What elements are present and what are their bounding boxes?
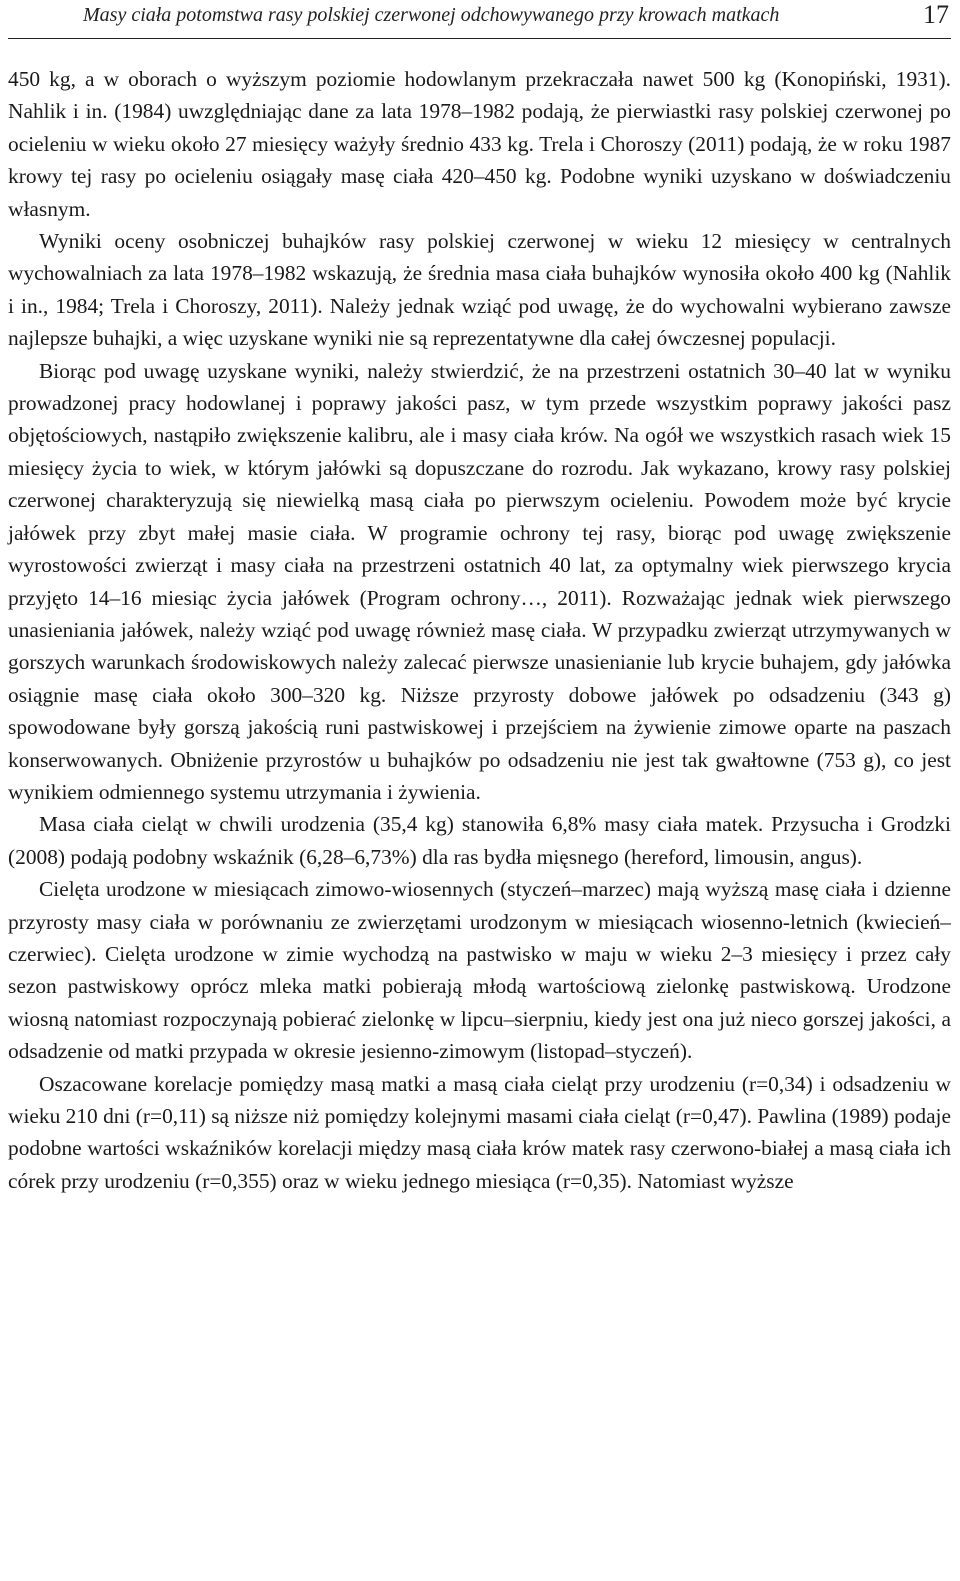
paragraph-bull-calves: Wyniki oceny osobniczej buhajków rasy polskiej czerwonej w wieku 12 miesięcy w centralnych wychowalniach za lata 1978–1982 wskazują, że średnia masa ciała buhajków wynosiła około 400 kg (Nahlik i in., 1984; Trela i Choroszy, 2011). Należy jednak wziąć pod uwagę, że do wychowalni wybierano zawsze najlepsze buhajki, a więc uzyskane wyniki nie są reprezentatywne dla całej ówczesnej populacji. [8, 229, 951, 351]
paragraph-discussion: Biorąc pod uwagę uzyskane wyniki, należy stwierdzić, że na przestrzeni ostatnich 30–40 lat w wyniku prowadzonej pracy hodowlanej i poprawy jakości pasz, w tym przede wszystkim poprawy jakości pasz objętościowych, nastąpiło zwiększenie kalibru, ale i masy ciała krów. Na ogół we wszystkich rasach wiek 15 miesięcy życia to wiek, w którym jałówki są dopuszczane do rozrodu. Jak wykazano, krowy rasy polskiej czerwonej charakteryzują się niewielką masą ciała po pierwszym ocieleniu. Powodem może być krycie jałówek przy zbyt małej masie ciała. W programie ochrony tej rasy, biorąc pod uwagę zwiększenie wyrostowości zwierząt i masy ciała na przestrzeni ostatnich 40 lat, za optymalny wiek pierwszego krycia przyjęto 14–16 miesiąc życia jałówek (Program ochrony…, 2011). Rozważając jednak wiek pierwszego unasieniania jałówek, należy wziąć pod uwagę również masę ciała. W przypadku zwierząt utrzymywanych w gorszych warunkach środowiskowych należy zalecać pierwsze unasienianie lub krycie buhajem, gdy jałówka osiągnie masę ciała około 300–320 kg. Niższe przyrosty dobowe jałówek po odsadzeniu (343 g) spowodowane były gorszą jakością runi pastwiskowej i przejściem na żywienie zimowe oparte na paszach konserwowanych. Obniżenie przyrostów u buhajków po odsadzeniu nie jest tak gwałtowne (753 g), co jest wynikiem odmiennego systemu utrzymania i żywienia. [8, 358, 951, 804]
paragraph-correlations: Oszacowane korelacje pomiędzy masą matki a masą ciała cieląt przy urodzeniu (r=0,34) i odsadzeniu w wieku 210 dni (r=0,11) są niższe niż pomiędzy kolejnymi masami ciała cieląt (r=0,47). Pawlina (1989) podaje podobne wartości wskaźników korelacji między masą ciała krów matek rasy czerwono-białej a masą ciała ich córek przy urodzeniu (r=0,355) oraz w wieku jednego miesiąca (r=0,35). Natomiast wyższe [8, 1071, 951, 1193]
paragraph-birth-weight: Masa ciała cieląt w chwili urodzenia (35,4 kg) stanowiła 6,8% masy ciała matek. Przysucha i Grodzki (2008) podają podobny wskaźnik (6,28–6,73%) dla ras bydła mięsnego (hereford, limousin, angus). [8, 812, 951, 869]
body-text [8, 63, 951, 1197]
running-header-title: Masy ciała potomstwa rasy polskiej czerwonej odchowywanego przy krowach matkach [83, 4, 780, 26]
paragraph-season-of-birth: Cielęta urodzone w miesiącach zimowo-wiosennych (styczeń–marzec) mają wyższą masę ciała i dzienne przyrosty masy ciała w porównaniu ze zwierzętami urodzonym w miesiącach wiosenno-letnich (kwiecień–czerwiec). Cielęta urodzone w zimie wychodzą na pastwisko w maju w wieku 2–3 miesięcy i przez cały sezon pastwiskowy oprócz mleka matki pobierają młodą wartościową zielonkę pastwiskową. Urodzone wiosną natomiast rozpoczynają pobierać zielonkę w lipcu–sierpniu, kiedy jest ona już nieco gorszej jakości, a odsadzenie od matki przypada w okresie jesienno-zimowym (listopad–styczeń). [8, 877, 951, 1064]
paragraph-continuation: 450 kg, a w oborach o wyższym poziomie hodowlanym przekraczała nawet 500 kg (Konopiński, 1931). Nahlik i in. (1984) uwzględniając dane za lata 1978–1982 podają, że pierwiastki rasy polskiej czerwonej po ocieleniu w wieku około 27 miesięcy ważyły średnio 433 kg. Trela i Choroszy (2011) podają, że w roku 1987 krowy tej rasy po ocieleniu osiągały masę ciała 420–450 kg. Podobne wyniki uzyskano w doświadczeniu własnym. [8, 67, 951, 221]
running-header [8, 0, 951, 39]
page-number: 17 [923, 0, 949, 29]
